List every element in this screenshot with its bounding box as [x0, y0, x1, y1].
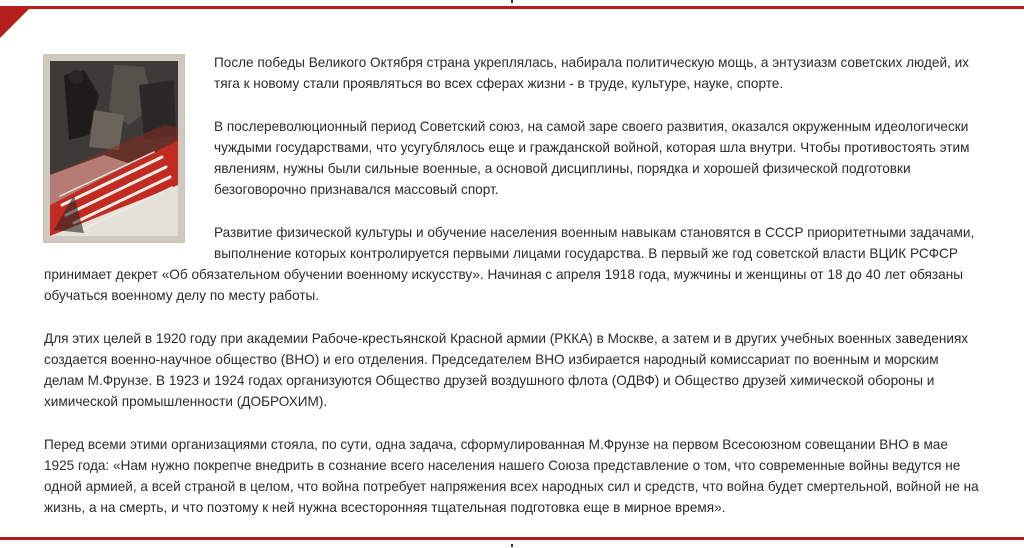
top-accent-bar	[0, 6, 1024, 9]
corner-accent	[0, 6, 32, 38]
article-paragraph: Развитие физической культуры и обучение населения военным навыкам становятся в СССР приоритетными задачами, выполнение которых контролируется первыми лицами государства. В первый же год советской власти ВЦИК РСФСР принимает декрет «Об обязательном обучении военному искусству». Начиная с апреля 1918 года, мужчины и женщины от 18 до 40 лет обязаны обучаться военному делу по месту работы.	[44, 225, 975, 303]
bottom-tick-mark	[511, 544, 513, 547]
article-paragraph: В послереволюционный период Советский союз, на самой заре своего развития, оказался окруженным идеологически чуждыми государствами, что усугублялось еще и гражданской войной, которая шла внутри. Чтобы противостоять этим явлениям, нужны были сильные военные, а основой дисциплины, порядка и хорошей физической подготовки безоговорочно признавался массовый спорт.	[214, 119, 970, 197]
bottom-accent-bar	[0, 537, 1024, 540]
article-paragraph: После победы Великого Октября страна укреплялась, набирала политическую мощь, а энтузиазм советских людей, их тяга к новому стали проявляться во всех сферах жизни - в труде, культуре, науке, спорте.	[214, 55, 969, 91]
article-paragraph: Перед всеми этими организациями стояла, по сути, одна задача, сформулированная М.Фрунзе на первом Всесоюзном совещании ВНО в мае 1925 года: «Нам нужно покрепче внедрить в сознание всего населения нашего Союза представление о том, что современные войны ведутся не одной армией, а всей страной в целом, что война потребует напряжения всех народных сил и средств, что война будет смертельной, войной не на жизнь, а на смерть, и что поэтому к ней нужна всесторонняя тщательная подготовка еще в мирное время».	[44, 437, 979, 515]
poster-illustration	[44, 55, 184, 242]
top-tick-mark	[511, 0, 513, 3]
soviet-propaganda-poster-image	[44, 55, 184, 242]
article-body	[44, 52, 979, 540]
article-paragraph: Для этих целей в 1920 году при академии Рабоче-крестьянской Красной армии (РККА) в Москве, а затем и в других учебных военных заведениях создается военно-научное общество (ВНО) и его отделения. Председателем ВНО избирается народный комиссариат по военным и морским делам М.Фрунзе. В 1923 и 1924 годах организуются Общество друзей воздушного флота (ОДВФ) и Общество друзей химической обороны и химической промышленности (ДОБРОХИМ).	[44, 331, 969, 409]
